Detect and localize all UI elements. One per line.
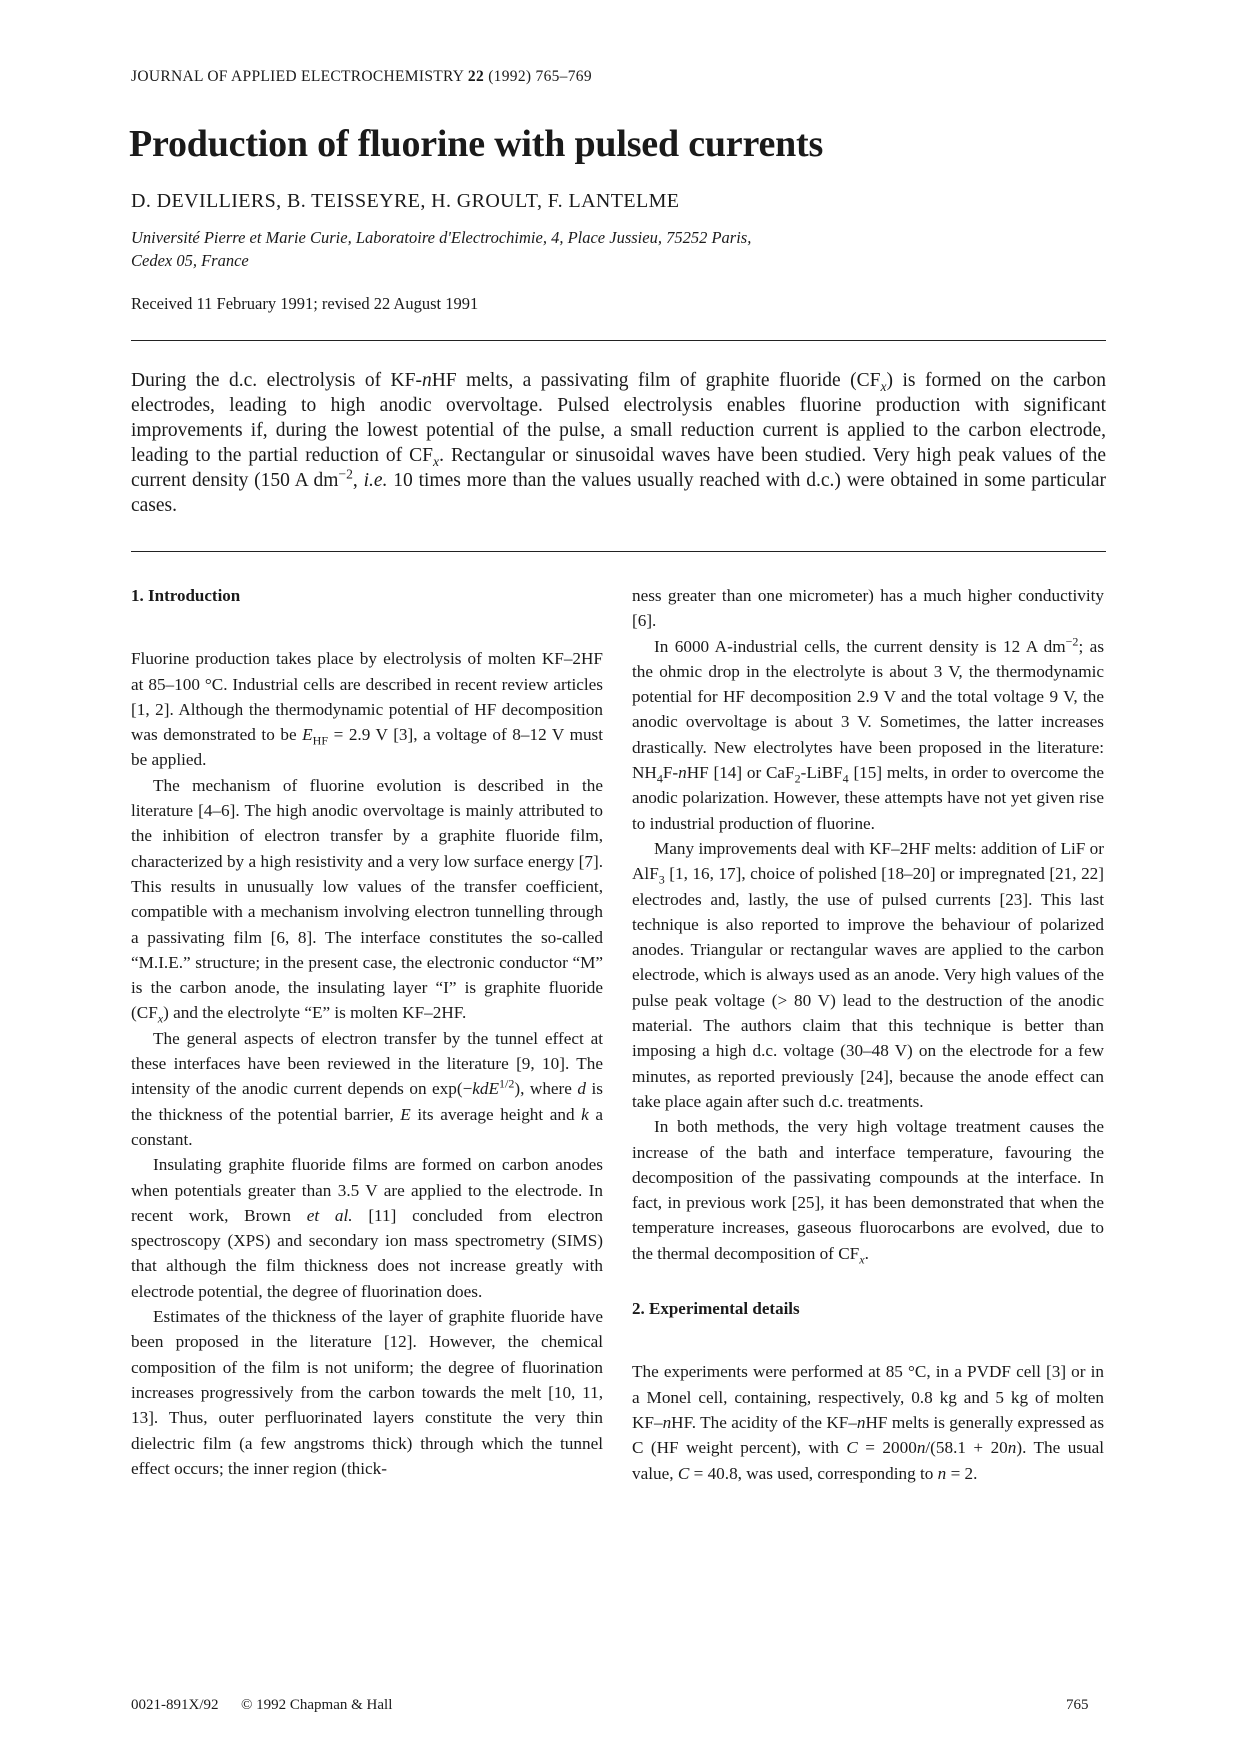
journal-year-pages: (1992) 765–769 [488, 68, 592, 85]
paragraph: In both methods, the very high voltage treatment causes the increase of the bath and interface temperature, favouring the decomposition of the passivating compounds at the interface. In fact, in previous work [25], it has been demonstrated that when the temperature increases, gaseous fluorocarbons are evolved, due to the thermal decomposition of $CF_x$. [632, 1117, 1104, 1267]
journal-name: JOURNAL OF APPLIED ELECTROCHEMISTRY [131, 68, 464, 85]
section-heading-experimental: 2. Experimental details [632, 1299, 800, 1319]
paragraph: Fluorine production takes place by electrolysis of molten KF–2HF at 85–100 °C. Industrial cells are described in recent review articles [1, 2]. Although the thermodynamic potential of HF decomposition was demonstrated to be $E_{HF} = 2.9$ V [3], a voltage of 8–12 V must be applied. [131, 649, 604, 770]
paragraph: The experiments were performed at 85 °C, in a PVDF cell [3] or in a Monel cell, containing, respectively, 0.8 kg and 5 kg of molten KF–nHF. The acidity of the KF–nHF melts is generally expressed as C (HF weight percent), with C = 2000n/(58.1 + 20n). The usual value, C = 40.8, was used, corresponding to n = 2. [632, 1362, 1105, 1483]
received-dates: Received 11 February 1991; revised 22 August 1991 [131, 294, 479, 313]
author-affiliation [131, 226, 991, 272]
paragraph: ness greater than one micrometer) has a much higher conductivity [6]. [632, 586, 1104, 631]
paragraph: The mechanism of fluorine evolution is described in the literature [4–6]. The high anodic overvoltage is mainly attributed to the inhibition of electron transfer by a graphite fluoride film, characterized by a high resistivity and a very low surface energy [7]. This results in unusually low values of the transfer coefficient, compatible with a mechanism involving electron tunnelling through a passivating film [6, 8]. The interface constitutes the so-called “M.I.E.” structure; in the present case, the electronic conductor “M” is the carbon anode, the insulating layer “I” is graphite fluoride $(CF_x)$ and the electrolyte “E” is molten KF–2HF. [131, 775, 603, 1026]
copyright: © 1992 Chapman & Hall [241, 1697, 393, 1713]
affiliation-line-2: Cedex 05, France [131, 251, 249, 270]
paragraph: Estimates of the thickness of the layer of graphite fluoride have been proposed in the literature [12]. However, the chemical composition of the film is not uniform; the degree of fluorination increases progressively from the carbon towards the melt [10, 11, 13]. Thus, outer perfluorinated layers constitute the very thin dielectric film (a few angstroms thick) through which the tunnel effect occurs; the inner region (thick- [131, 1307, 603, 1478]
left-column [131, 583, 603, 1481]
divider-top [131, 340, 1106, 341]
article-title: Production of fluorine with pulsed currents [129, 123, 824, 165]
section-heading-introduction: 1. Introduction [131, 586, 241, 605]
journal-volume: 22 [467, 68, 485, 85]
right-column [632, 583, 1104, 1486]
article-authors: D. DEVILLIERS, B. TEISSEYRE, H. GROULT, F. LANTELME [131, 190, 680, 212]
issn-code: 0021-891X/92 [131, 1697, 219, 1713]
paragraph: Insulating graphite fluoride films are formed on carbon anodes when potentials greater than 3.5 V are applied to the electrode. In recent work, Brown et al. [11] concluded from electron spectroscopy (XPS) and secondary ion mass spectrometry (SIMS) that although the film thickness does not increase greatly with electrode potential, the degree of fluorination does. [131, 1155, 604, 1301]
footer-left [131, 1697, 392, 1714]
page-number: 765 [1066, 1697, 1089, 1713]
divider-bottom [131, 551, 1106, 552]
paragraph: Many improvements deal with KF–2HF melts: addition of LiF or AlF$_3$ [1, 16, 17], choice of polished [18–20] or impregnated [21, 22] electrodes and, lastly, the use of pulsed currents [23]. This last technique is also reported to improve the behaviour of polarized anodes. Triangular or rectangular waves are applied to the carbon electrode, which is always used as an anode. Very high values of the pulse peak voltage (> 80 V) lead to the destruction of the anodic material. The authors claim that this technique is better than imposing a high d.c. voltage (30–48 V) on the electrode for a few minutes, as reported previously [24], because the anode effect can take place again after such d.c. treatments. [632, 838, 1104, 1111]
abstract-text: During the d.c. electrolysis of KF-nHF melts, a passivating film of graphite fluoride $(CF_x)$ is formed on the carbon electrodes, leading to high anodic overvoltage. Pulsed electrolysis enables fluorine production with significant improvements if, during the lowest potential of the pulse, a small reduction current is applied to the carbon electrode, leading to the partial reduction of $CF_x$. Rectangular or sinusoidal waves have been studied. Very high peak values of the current density (150 A $dm^{-2}$, i.e. 10 times more than the values usually reached with d.c.) were obtained in some particular cases. [131, 370, 1107, 516]
abstract [131, 368, 1106, 518]
paragraph: The general aspects of electron transfer by the tunnel effect at these interfaces have been reviewed in the literature [9, 10]. The intensity of the anodic current depends on exp(−kdE$^{1/2}$), where d is the thickness of the potential barrier, E its average height and k a constant. [131, 1028, 603, 1149]
paragraph: In 6000 A-industrial cells, the current density is 12 A $dm^{-2}$; as the ohmic drop in the electrolyte is about 3 V, the thermodynamic potential for HF decomposition 2.9 V and the total voltage 9 V, the anodic overvoltage is about 3 V. Sometimes, the latter increases drastically. New electrolytes have been proposed in the literature: $NH_4F$-nHF [14] or CaF$_2$-LiBF$_4$ [15] melts, in order to overcome the anodic polarization. However, these attempts have not yet given rise to industrial production of fluorine. [632, 633, 1105, 833]
affiliation-line-1: Université Pierre et Marie Curie, Laboratoire d'Electrochimie, 4, Place Jussieu, 75252 Paris, [131, 228, 752, 247]
journal-header [131, 68, 592, 86]
